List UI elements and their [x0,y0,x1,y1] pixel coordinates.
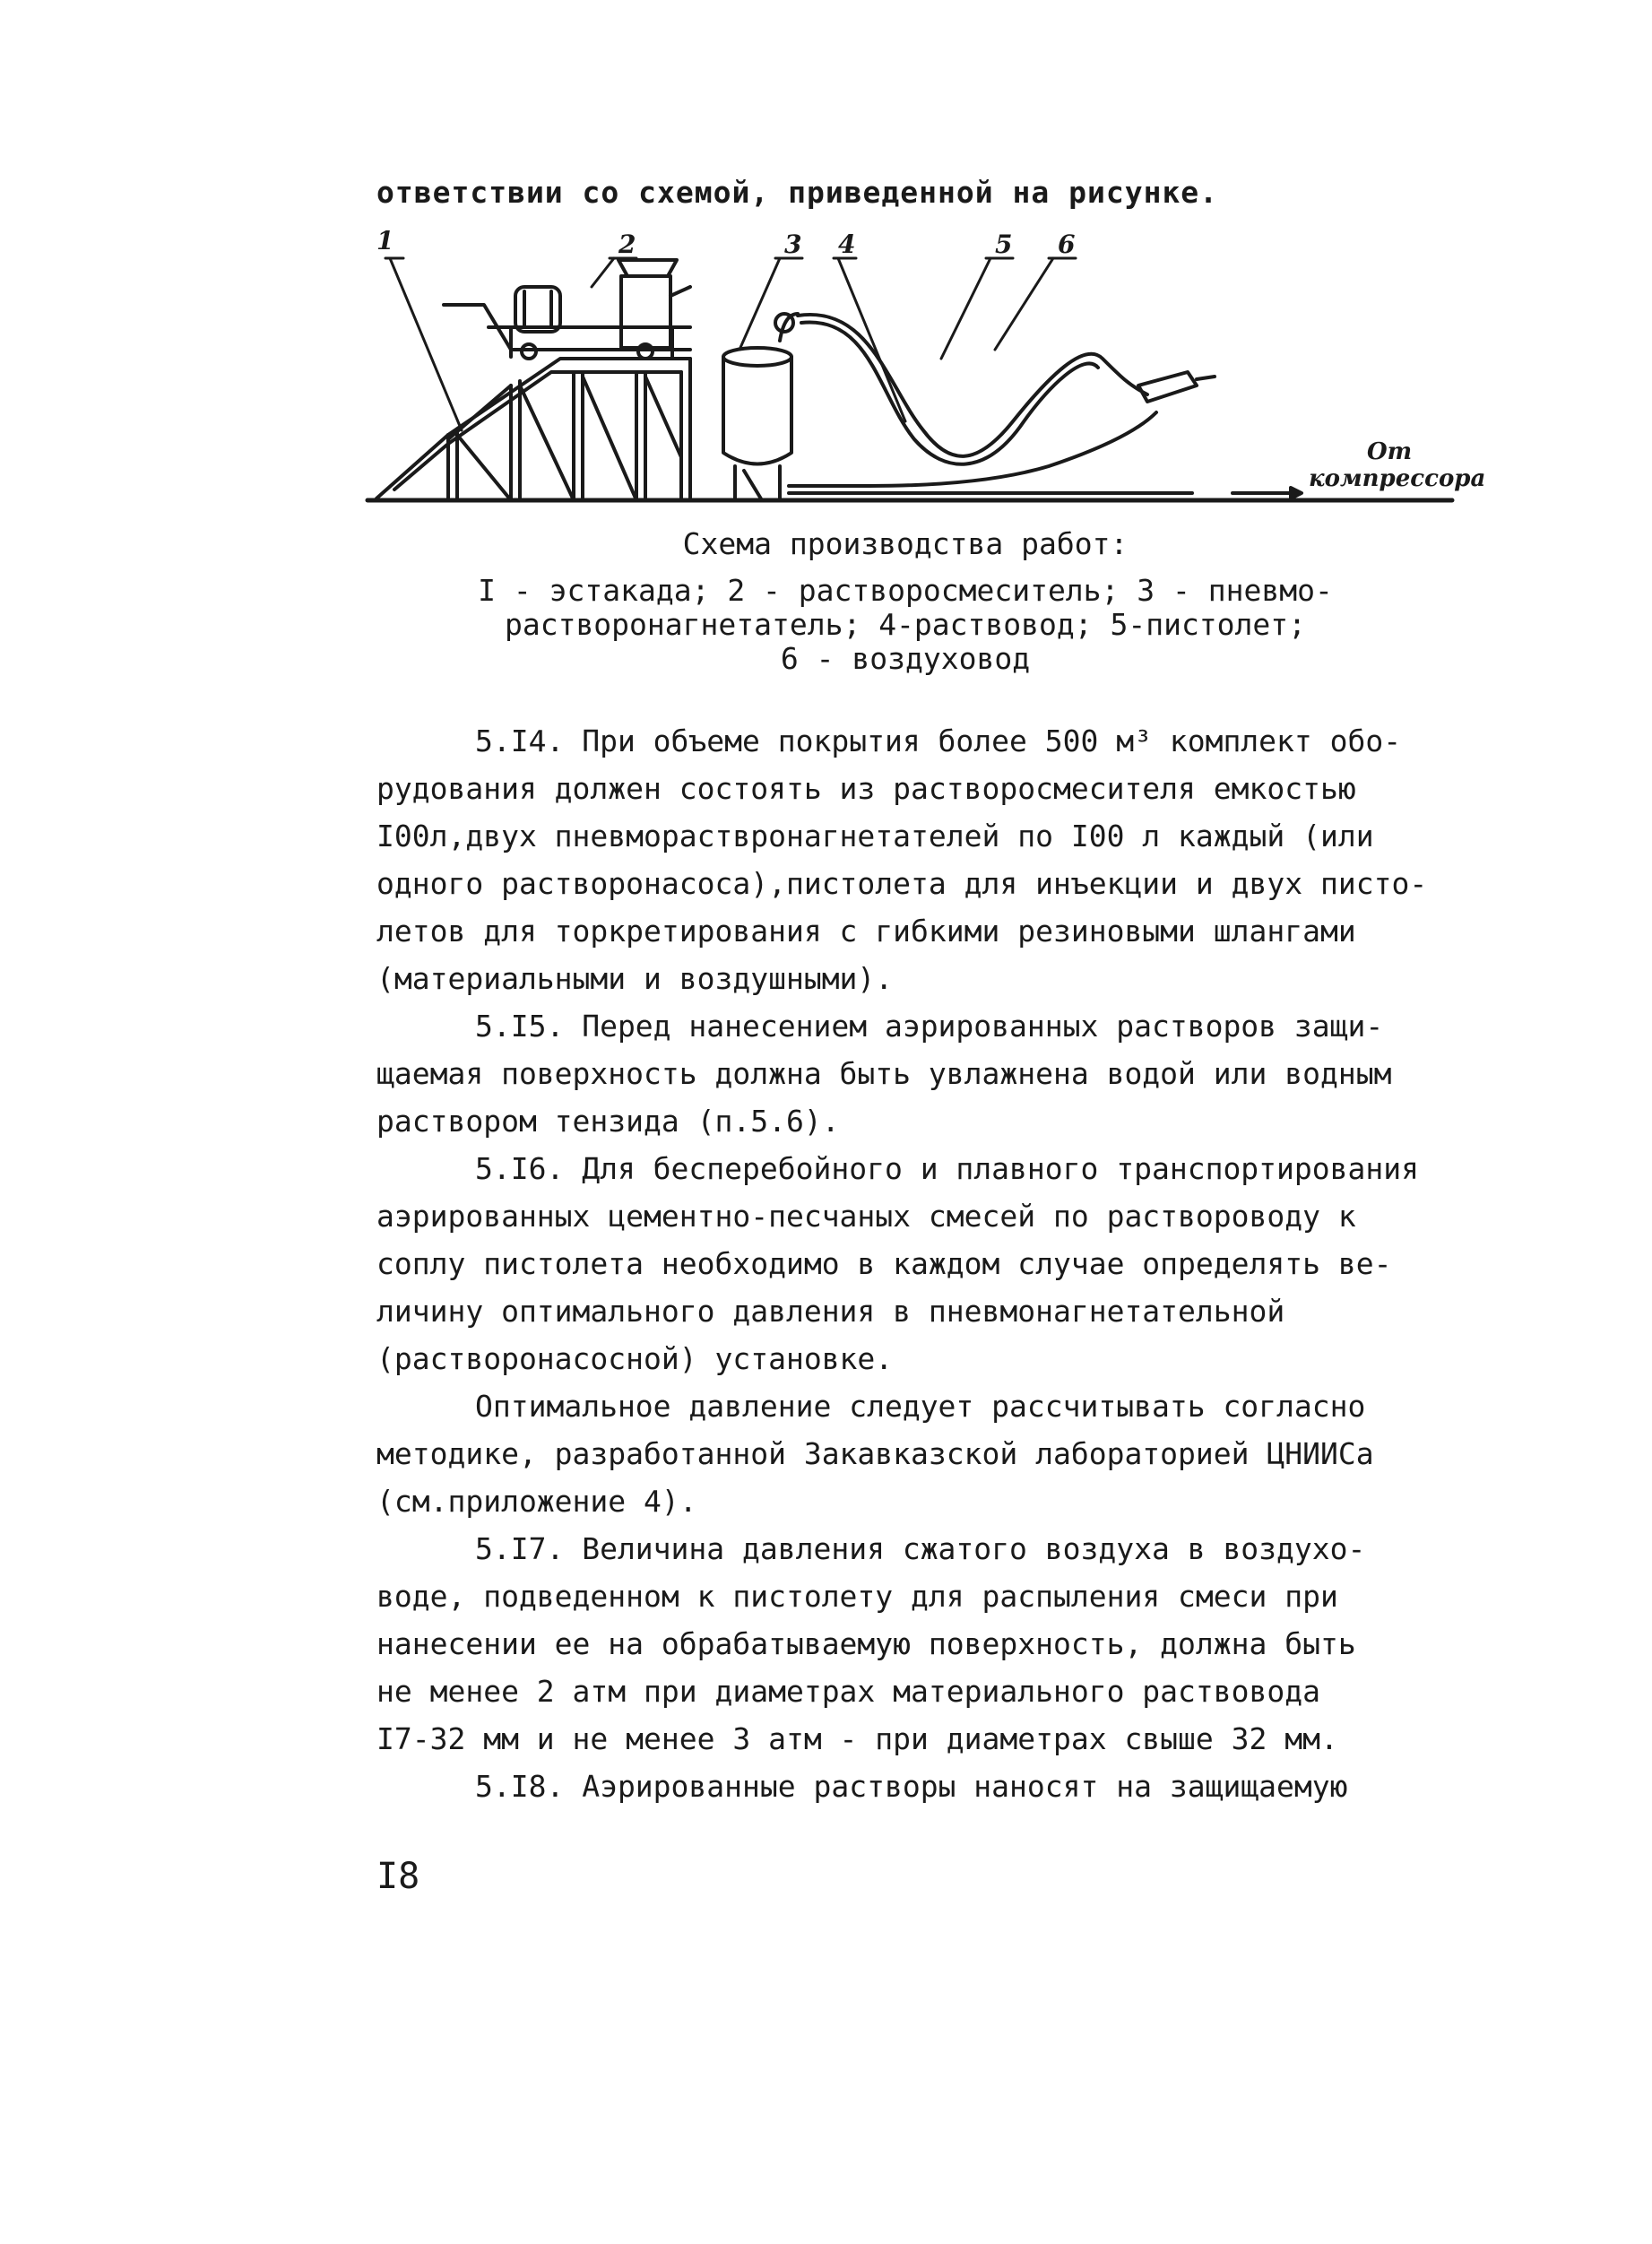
body-line: 5.I5. Перед нанесением аэрированных растворов защи- [475,1009,1384,1044]
body-line: одного растворонасоса),пистолета для инъекции и двух писто- [376,866,1428,901]
body-line: I7-32 мм и не менее 3 атм - при диаметрах свыше 32 мм. [376,1721,1338,1756]
trestle-drawing [376,359,690,500]
body-line: личину оптимального давления в пневмонагнетательной [376,1294,1285,1329]
body-line: щаемая поверхность должна быть увлажнена водой или водным [376,1056,1392,1091]
caption-title: Схема производства работ: [682,526,1129,561]
body-line: (материальными и воздушными). [376,961,894,996]
figure-number-6: 6 [1058,230,1076,259]
figure-number-2: 2 [618,230,636,259]
body-line: нанесении ее на обрабатываемую поверхность, должна быть [376,1626,1356,1661]
compressor-label-name: компрессора [1309,465,1486,492]
caption-line: I - эстакада; 2 - растворосмеситель; 3 - пневмо- [478,573,1333,608]
body-line: 5.I8. Аэрированные растворы наносят на защищаемую [475,1769,1348,1804]
figure-caption [376,527,1434,676]
body-line: летов для торкретирования с гибкими резиновыми шлангами [376,914,1356,949]
caption-line: растворонагнетатель; 4-раствовод; 5-пистолет; [504,607,1307,642]
body-line: аэрированных цементно-песчаных смесей по раствороводу к [376,1199,1356,1234]
body-line: Оптимальное давление следует рассчитывать согласно [475,1389,1366,1424]
body-line: 5.I4. При объеме покрытия более 500 м³ комплект обо- [475,723,1402,758]
body-line: рудования должен состоять из растворосмесителя емкостью [376,771,1356,806]
air-hose-drawing [789,412,1192,493]
compressor-arrow [1233,488,1302,498]
body-line: не менее 2 атм при диаметрах материального раствовода [376,1674,1320,1709]
work-scheme-figure [368,226,1486,529]
page-number: I8 [376,1856,420,1897]
body-line: соплу пистолета необходимо в каждом случае определять ве- [376,1246,1392,1281]
pistol-drawing [1138,372,1215,402]
mortar-hose-drawing [798,315,1147,464]
intro-line: ответствии со схемой, приведенной на рисунке. [376,175,1219,210]
body-line: воде, подведенном к пистолету для распыления смеси при [376,1579,1338,1614]
pressure-vessel-drawing [723,314,798,500]
body-line: методике, разработанной Закавказской лабораторией ЦНИИСа [376,1436,1374,1471]
body-line: 5.I7. Величина давления сжатого воздуха в воздухо- [475,1531,1366,1566]
body-text [376,717,1452,1810]
compressor-label-from: От [1367,438,1413,465]
work-scheme-drawing [368,226,1486,529]
figure-number-3: 3 [784,230,802,259]
body-line: 5.I6. Для бесперебойного и плавного транспортирования [475,1151,1419,1186]
body-line: раствором тензида (п.5.6). [376,1104,840,1139]
figure-number-4: 4 [838,230,856,259]
mortar-mixer-drawing [444,260,690,359]
caption-line: 6 - воздуховод [780,641,1031,676]
figure-number-5: 5 [995,230,1013,259]
body-line: I00л,двух пневмораствронагнетателей по I00 л каждый (или [376,819,1374,853]
body-line: (растворонасосной) установке. [376,1341,894,1376]
body-line: (см.приложение 4). [376,1484,697,1519]
figure-number-1: 1 [376,226,394,256]
